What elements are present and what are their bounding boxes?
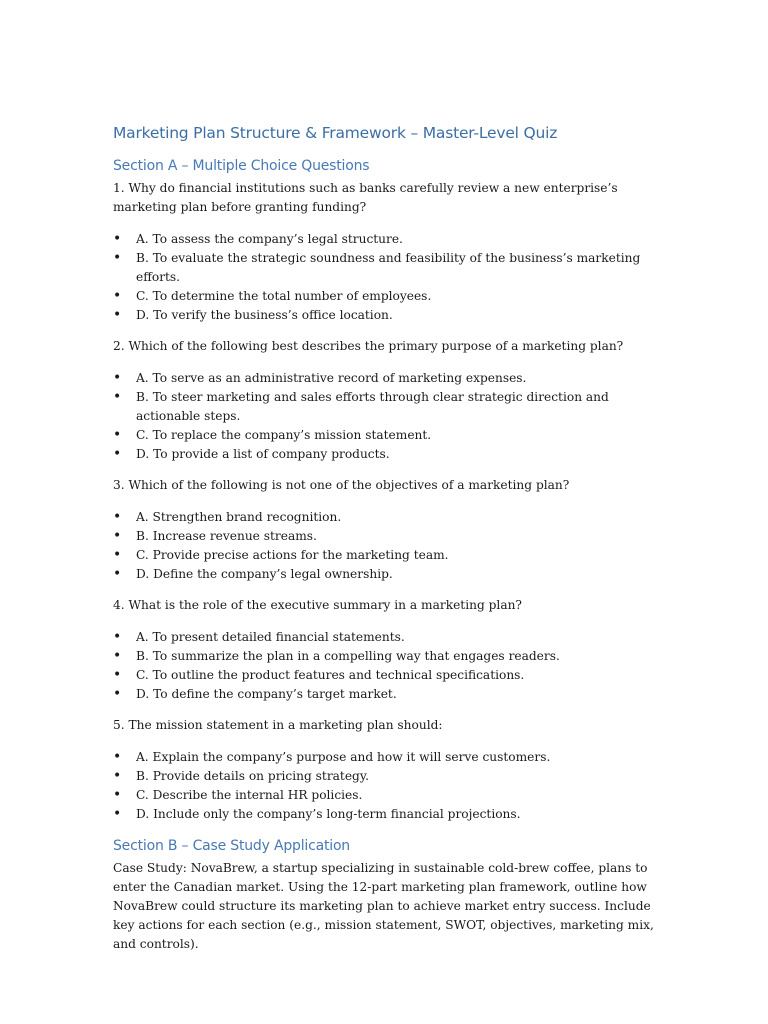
bullet-icon: •: [113, 566, 122, 582]
option-item: [113, 426, 668, 445]
question-text: 2. Which of the following best describes the primary purpose of a marketing plan?: [113, 339, 624, 353]
option-text: A. Explain the company’s purpose and how it will serve customers.: [136, 750, 551, 764]
option-text: C. Describe the internal HR policies.: [136, 788, 363, 802]
option-text: D. To define the company’s target market.: [136, 687, 397, 701]
question-text: 3. Which of the following is not one of the objectives of a marketing plan?: [113, 478, 570, 492]
bullet-icon: •: [113, 427, 122, 443]
bullet-icon: •: [113, 749, 122, 765]
question-block: [113, 337, 668, 464]
bullet-icon: •: [113, 806, 122, 822]
question-block: [113, 596, 668, 704]
option-item: [113, 805, 668, 824]
bullet-icon: •: [113, 231, 122, 247]
bullet-icon: •: [113, 648, 122, 664]
option-item: [113, 508, 668, 527]
option-list: [113, 230, 668, 325]
section-a-heading: Section A – Multiple Choice Questions: [113, 158, 370, 174]
option-item: [113, 249, 668, 287]
option-item: [113, 287, 668, 306]
bullet-icon: •: [113, 547, 122, 563]
option-item: [113, 628, 668, 647]
bullet-icon: •: [113, 528, 122, 544]
option-text: D. Include only the company’s long-term financial projections.: [136, 807, 521, 821]
option-text: B. Provide details on pricing strategy.: [136, 769, 369, 783]
option-item: [113, 786, 668, 805]
bullet-icon: •: [113, 307, 122, 323]
option-item: [113, 565, 668, 584]
bullet-icon: •: [113, 288, 122, 304]
bullet-icon: •: [113, 370, 122, 386]
option-text: B. To evaluate the strategic soundness and feasibility of the business’s marketing efforts.: [136, 251, 641, 284]
option-text: B. To steer marketing and sales efforts through clear strategic direction and actionable steps.: [136, 390, 609, 423]
option-item: [113, 685, 668, 704]
option-item: [113, 369, 668, 388]
option-text: D. To verify the business’s office location.: [136, 308, 393, 322]
option-item: [113, 546, 668, 565]
option-text: A. To serve as an administrative record of marketing expenses.: [136, 371, 527, 385]
bullet-icon: •: [113, 509, 122, 525]
option-item: [113, 748, 668, 767]
question-block: [113, 476, 668, 584]
question-text: 1. Why do financial institutions such as banks carefully review a new enterprise’s marketing plan before granting funding?: [113, 181, 618, 214]
option-item: [113, 445, 668, 464]
bullet-icon: •: [113, 768, 122, 784]
option-text: B. Increase revenue streams.: [136, 529, 317, 543]
option-text: C. Provide precise actions for the marketing team.: [136, 548, 449, 562]
option-text: A. To present detailed financial statements.: [136, 630, 405, 644]
option-text: B. To summarize the plan in a compelling way that engages readers.: [136, 649, 560, 663]
document-title: Marketing Plan Structure & Framework – Master-Level Quiz: [113, 124, 558, 142]
option-text: D. To provide a list of company products.: [136, 447, 390, 461]
bullet-icon: •: [113, 667, 122, 683]
option-item: [113, 767, 668, 786]
bullet-icon: •: [113, 629, 122, 645]
option-text: C. To outline the product features and technical specifications.: [136, 668, 525, 682]
option-text: C. To replace the company’s mission statement.: [136, 428, 432, 442]
option-text: A. Strengthen brand recognition.: [136, 510, 342, 524]
option-list: [113, 628, 668, 704]
option-item: [113, 306, 668, 325]
option-list: [113, 369, 668, 464]
option-item: [113, 388, 668, 426]
question-text: 5. The mission statement in a marketing plan should:: [113, 718, 443, 732]
option-list: [113, 748, 668, 824]
bullet-icon: •: [113, 250, 122, 266]
option-text: D. Define the company’s legal ownership.: [136, 567, 393, 581]
option-text: C. To determine the total number of employees.: [136, 289, 432, 303]
option-item: [113, 666, 668, 685]
question-block: [113, 716, 668, 824]
option-item: [113, 527, 668, 546]
section-b-heading: Section B – Case Study Application: [113, 838, 350, 854]
bullet-icon: •: [113, 446, 122, 462]
bullet-icon: •: [113, 686, 122, 702]
option-list: [113, 508, 668, 584]
case-study-text: Case Study: NovaBrew, a startup specializing in sustainable cold-brew coffee, plans to enter the Canadian market. Using the 12-part marketing plan framework, outline how NovaBrew could structure its marketing plan to achieve market entry success. Include key actions for each section (e.g., mission statement, SWOT, objectives, marketing mix, and controls).: [113, 861, 654, 951]
option-item: [113, 230, 668, 249]
bullet-icon: •: [113, 389, 122, 405]
question-text: 4. What is the role of the executive summary in a marketing plan?: [113, 598, 522, 612]
option-text: A. To assess the company’s legal structure.: [136, 232, 403, 246]
option-item: [113, 647, 668, 666]
question-block: [113, 179, 668, 325]
bullet-icon: •: [113, 787, 122, 803]
